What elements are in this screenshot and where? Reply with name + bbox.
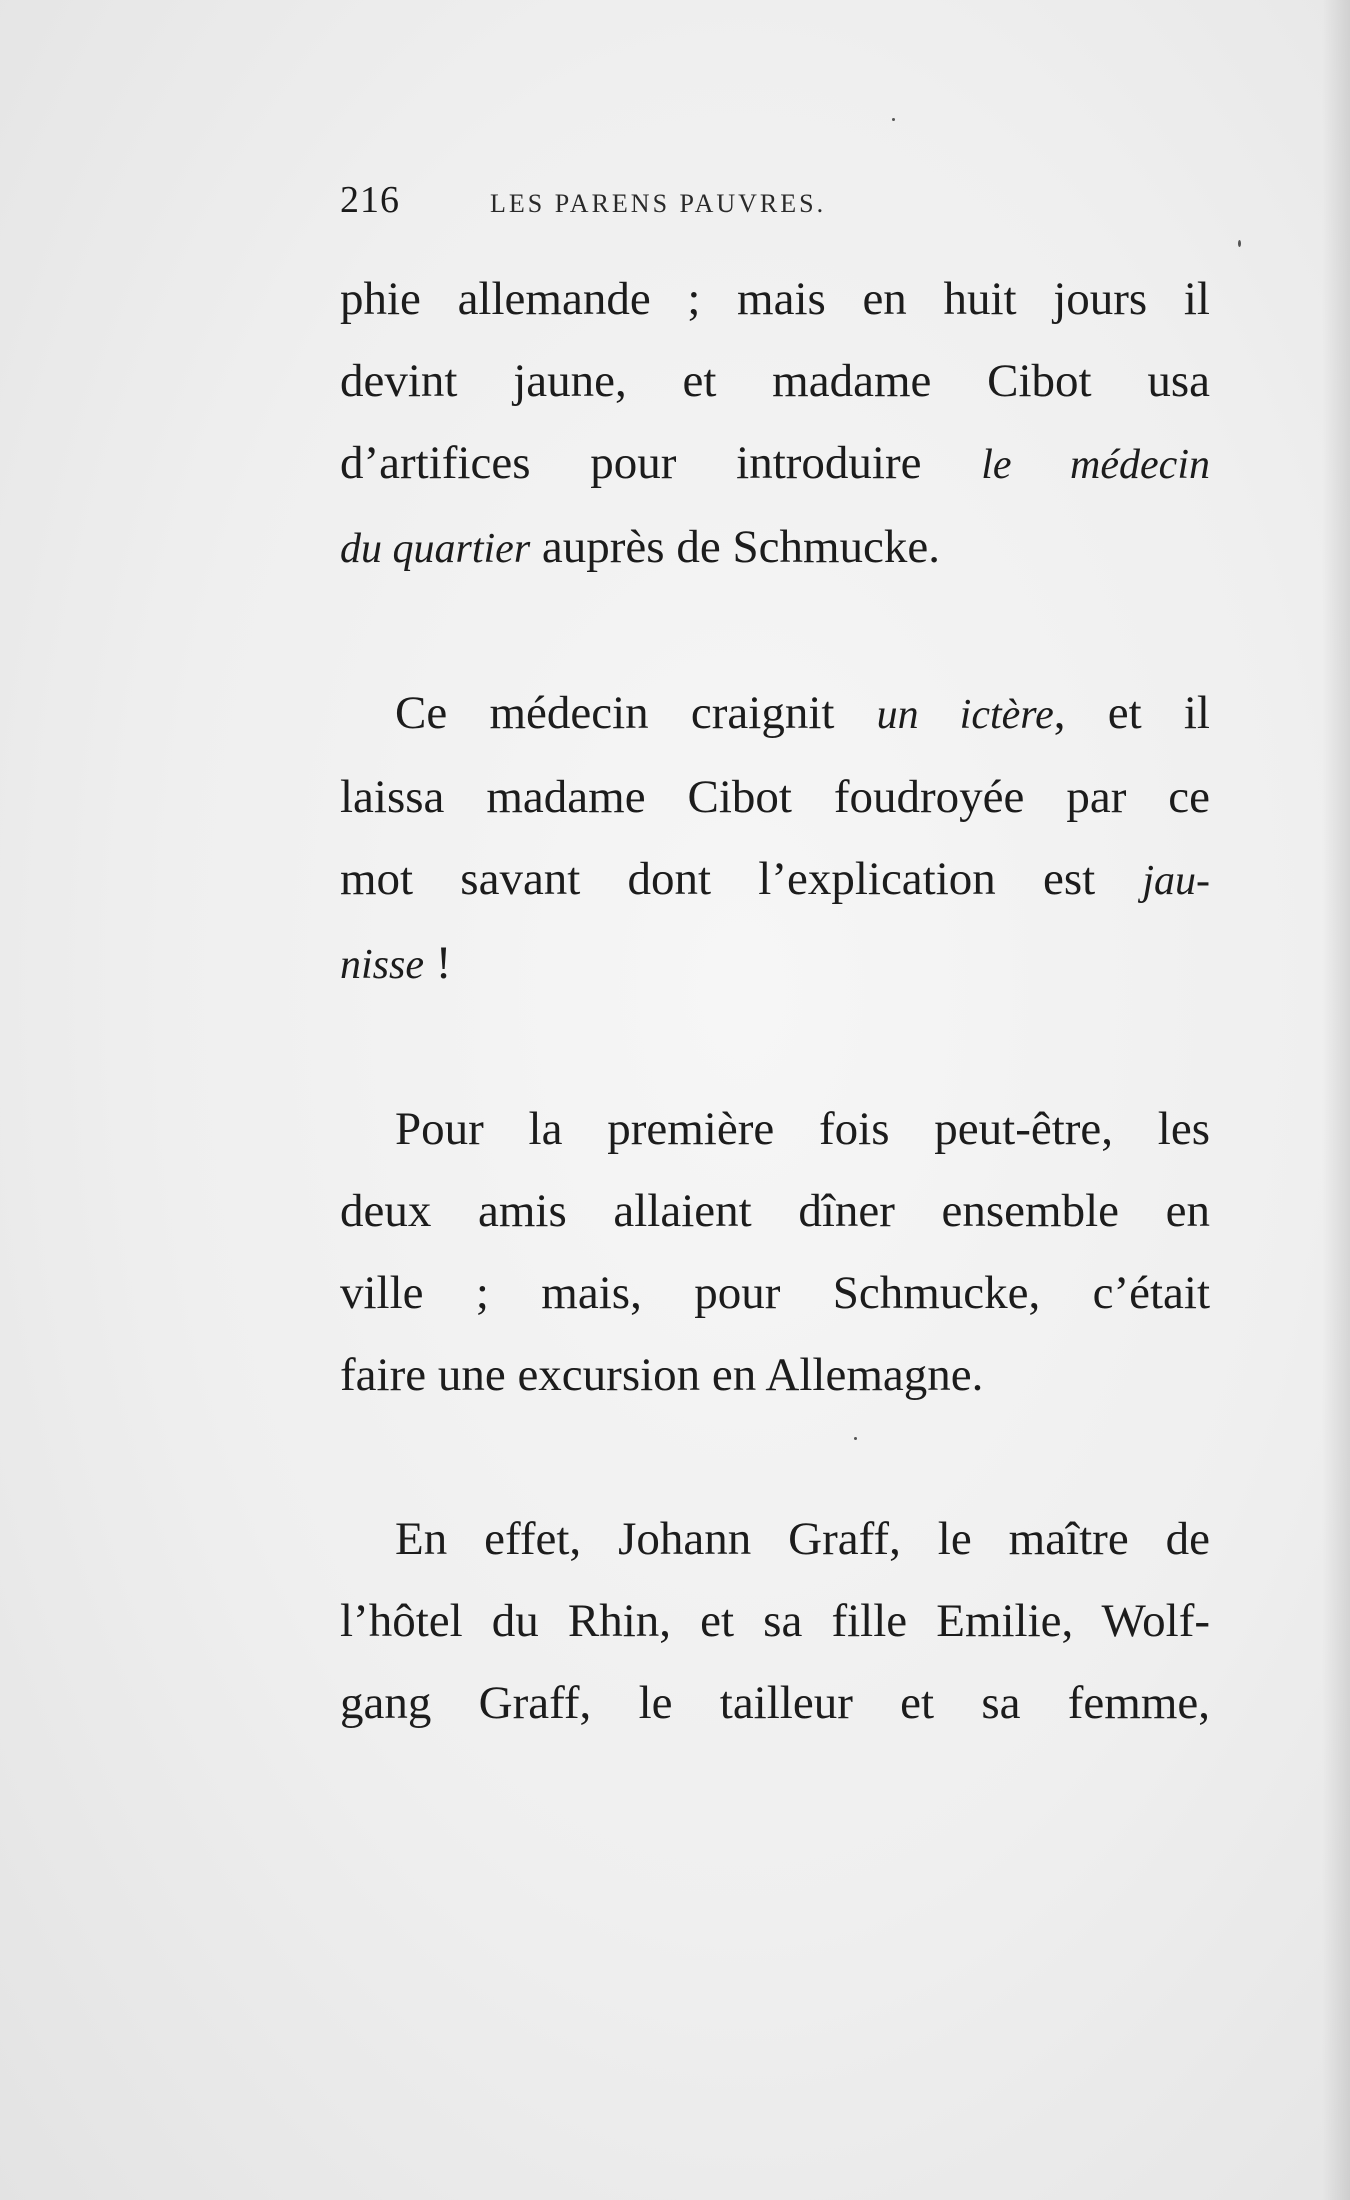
text-run: Pour la première fois peut-être, les <box>395 1103 1210 1155</box>
italic-text-run: nisse <box>340 942 424 988</box>
text-line <box>340 1252 1210 1334</box>
text-line <box>340 922 1210 1006</box>
text-line <box>340 1170 1210 1252</box>
text-line <box>340 340 1210 422</box>
body-text <box>340 258 1210 1744</box>
italic-text-run: jau- <box>1142 858 1210 904</box>
text-run: mot savant dont l’explication est <box>340 853 1143 905</box>
italic-text-run: le médecin <box>981 442 1210 488</box>
text-run: ville ; mais, pour Schmucke, c’était <box>340 1267 1210 1319</box>
paragraph-3 <box>340 1088 1210 1416</box>
page-header <box>340 178 1020 226</box>
paragraph-2 <box>340 672 1210 1006</box>
text-run: gang Graff, le tailleur et sa femme, <box>340 1677 1210 1729</box>
text-run: d’artifices pour introduire <box>340 437 982 489</box>
paragraph-4 <box>340 1498 1210 1744</box>
text-run: Ce médecin craignit <box>395 687 877 739</box>
text-run: laissa madame Cibot foudroyée par ce <box>340 771 1210 823</box>
scan-speck <box>892 118 895 121</box>
text-line <box>340 756 1210 838</box>
text-run: faire une excursion en Allemagne. <box>340 1349 984 1401</box>
text-line <box>340 1580 1210 1662</box>
text-run: auprès de Schmucke. <box>530 521 940 573</box>
page-gutter-shadow <box>1322 0 1350 2200</box>
text-line <box>340 1334 1210 1416</box>
paragraph-1 <box>340 258 1210 590</box>
text-line <box>340 1662 1210 1744</box>
text-run: deux amis allaient dîner ensemble en <box>340 1185 1210 1237</box>
page-number: 216 <box>340 179 400 221</box>
text-line <box>340 506 1210 590</box>
italic-text-run: un ictère <box>876 692 1054 738</box>
text-run: , et il <box>1053 687 1210 739</box>
text-run: phie allemande ; mais en huit jours il <box>340 273 1210 325</box>
text-line <box>340 422 1210 506</box>
text-run: ! <box>424 937 452 989</box>
scan-speck <box>1238 240 1241 247</box>
text-line <box>340 1088 1210 1170</box>
text-run: devint jaune, et madame Cibot usa <box>340 355 1210 407</box>
running-title: LES PARENS PAUVRES. <box>490 189 827 218</box>
text-line <box>340 838 1210 922</box>
scan-speck <box>854 1437 857 1440</box>
text-line <box>340 258 1210 340</box>
italic-text-run: du quartier <box>340 526 531 572</box>
text-run: l’hôtel du Rhin, et sa fille Emilie, Wolf- <box>340 1595 1210 1647</box>
text-line <box>340 672 1210 756</box>
text-line <box>340 1498 1210 1580</box>
text-run: En effet, Johann Graff, le maître de <box>395 1513 1210 1565</box>
